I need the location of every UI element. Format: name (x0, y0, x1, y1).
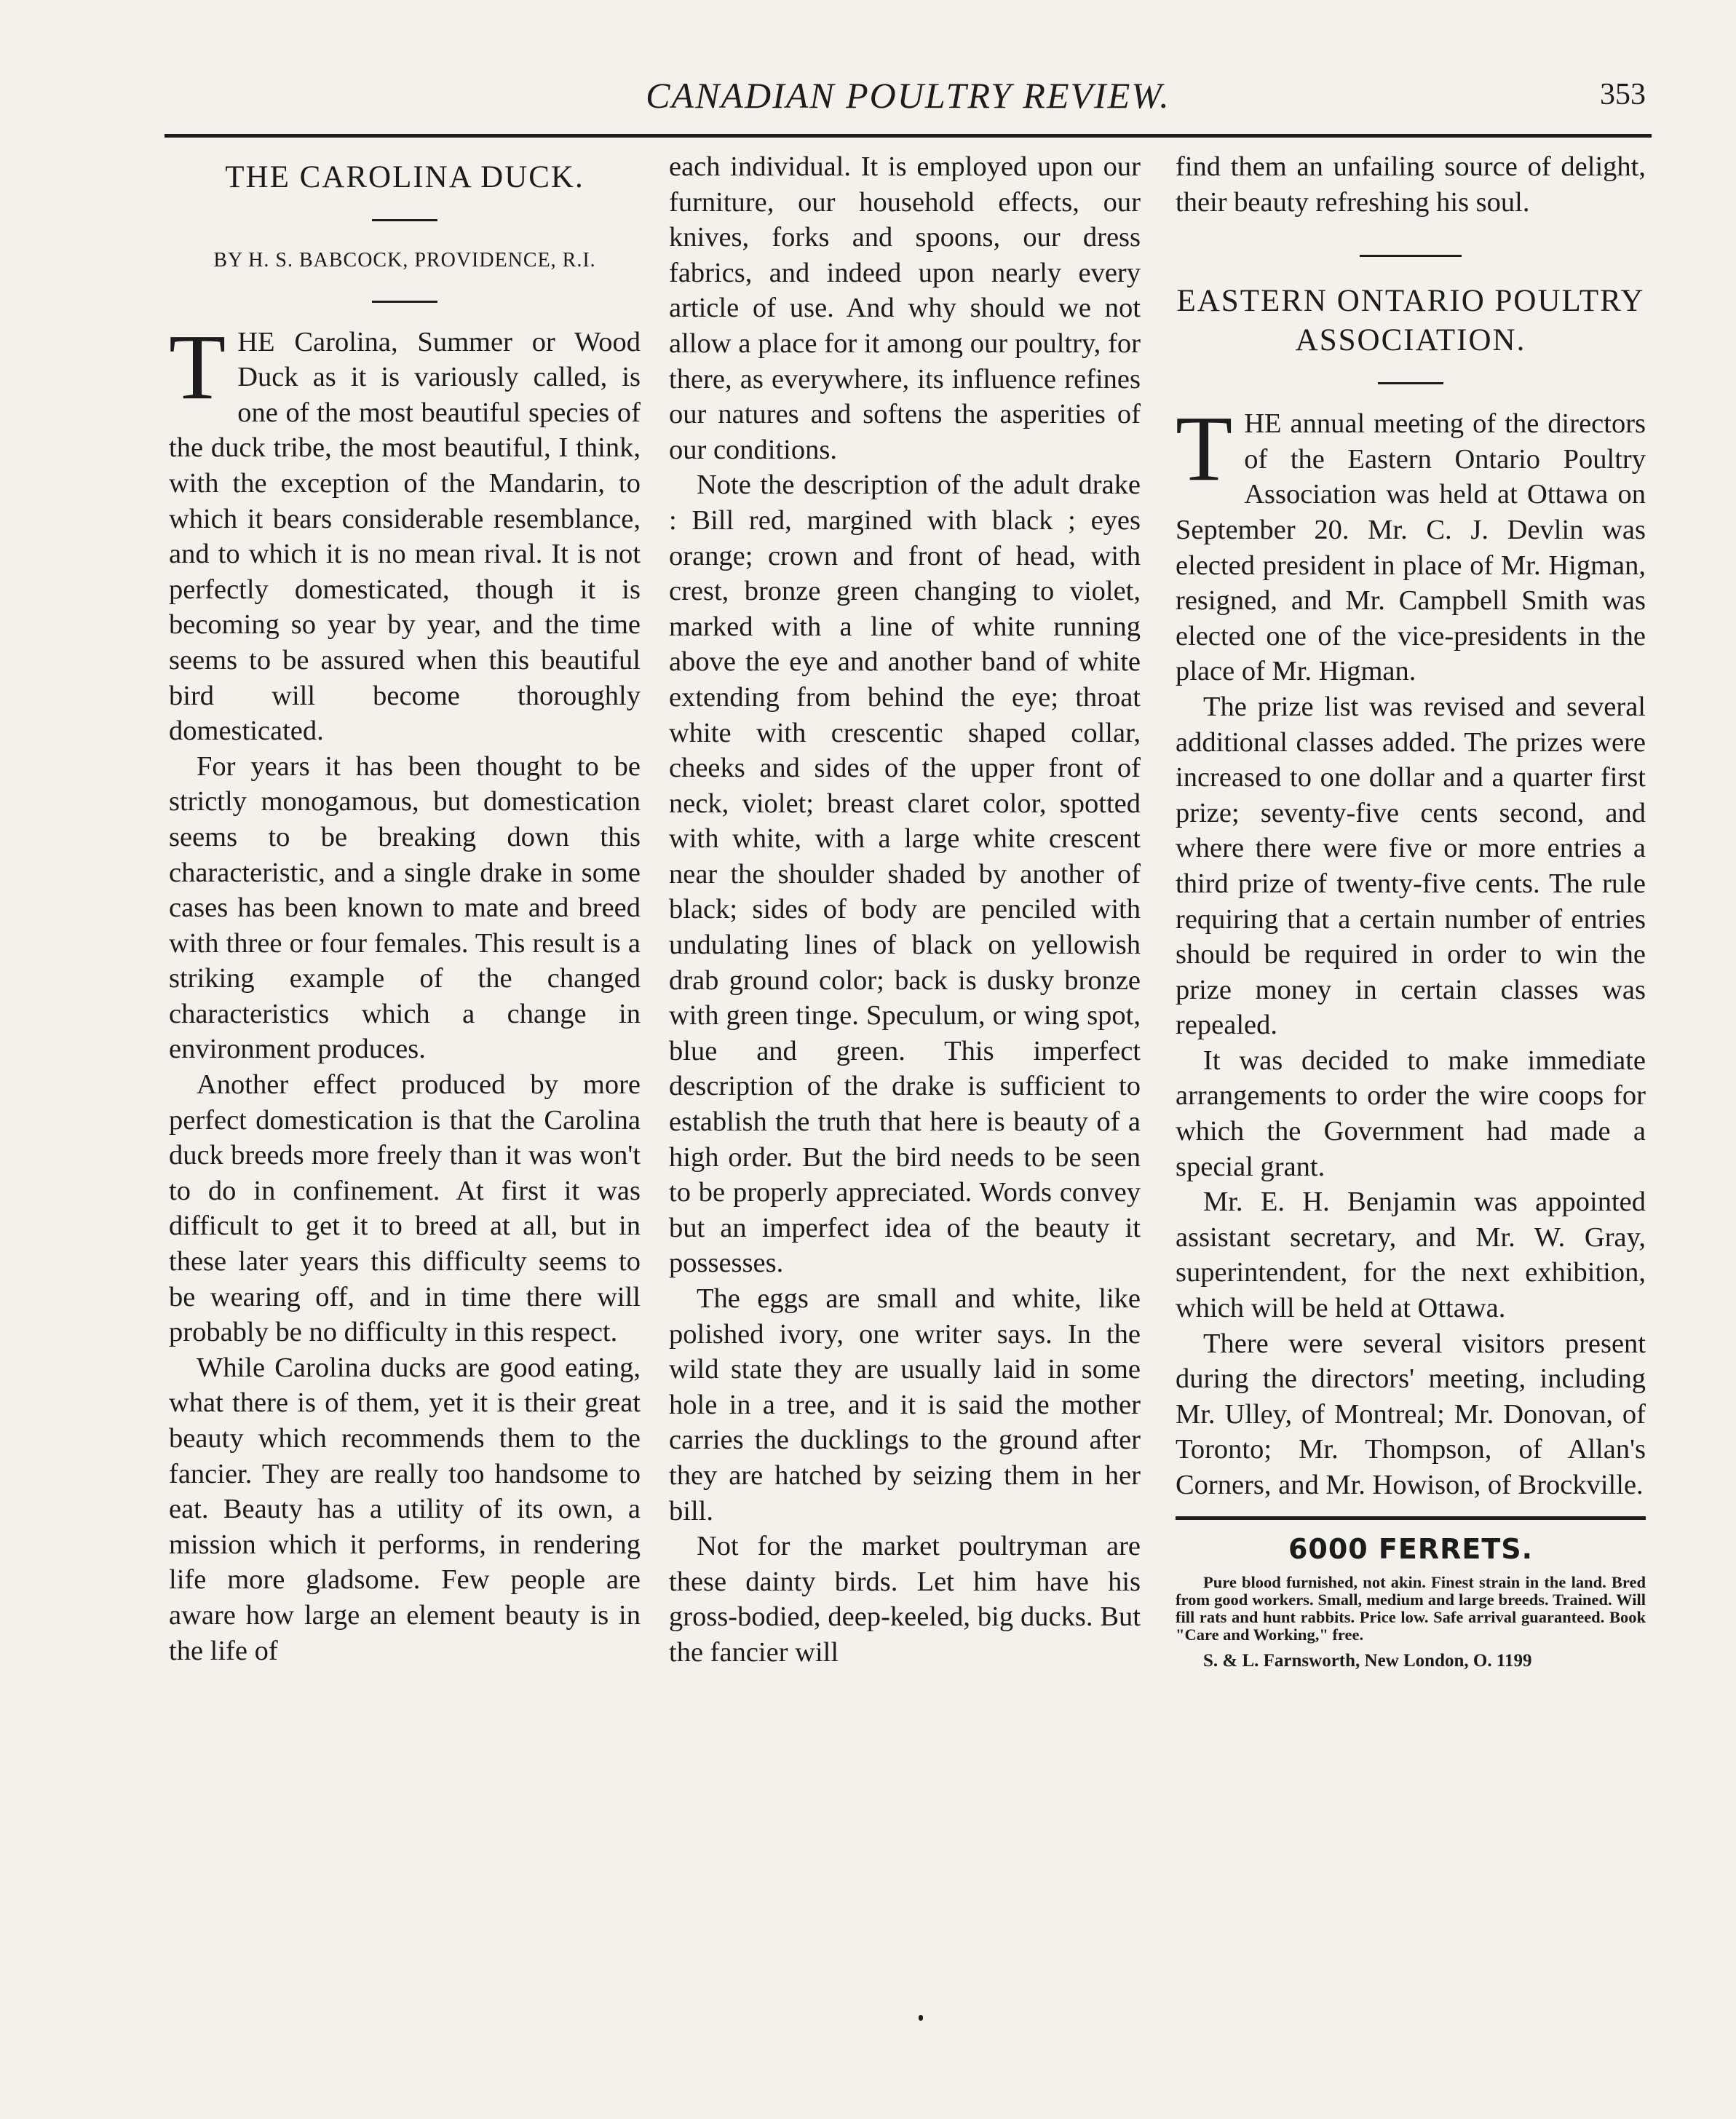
paragraph: Mr. E. H. Benjamin was appointed assistant secretary, and Mr. W. Gray, superintendent, for the next exhibition, which will be held at Ottawa. (1176, 1187, 1646, 1324)
title-rule (1378, 382, 1443, 384)
ad-footer: S. & L. Farnsworth, New London, O. 1199 (1203, 1651, 1532, 1671)
byline-rule (372, 301, 437, 303)
column-1 (169, 149, 641, 1668)
page-header (165, 67, 1652, 132)
paragraph: While Carolina ducks are good eating, what there is of them, yet it is their great beauty which recommends them to the fancier. They are really too handsome to eat. Beauty has a utility of its own, a mission which it performs, in rendering life more gladsome. Few people are aware how large an element beauty is in the life of (169, 1352, 641, 1666)
paragraph: There were several visitors present during the directors' meeting, including Mr. Ulley, of Montreal; Mr. Donovan, of Toronto; Mr. Thompson, of Allan's Corners, and Mr. Howison, of Brockville. (1176, 1328, 1646, 1500)
paragraph: Another effect produced by more perfect domestication is that the Carolina duck breeds more freely than it was won't to do in confinement. At first it was difficult to get it to breed at all, but in these later years this difficulty seems to be wearing off, and in time there will probably be no difficulty in this respect. (169, 1069, 641, 1348)
column-2 (669, 149, 1141, 1671)
paragraph: The eggs are small and white, like polished ivory, one writer says. In the wild state they are usually laid in some hole in a tree, and it is said the mother carries the ducklings to the ground after they are hatched by seizing them in her bill. (669, 1283, 1141, 1526)
header-rule (165, 134, 1652, 138)
article-title: THE CAROLINA DUCK. (225, 160, 584, 194)
page-number: 353 (1600, 78, 1646, 111)
running-title: CANADIAN POULTRY REVIEW. (646, 75, 1170, 116)
paragraph: each individual. It is employed upon our furniture, our household effects, our knives, forks and spoons, our dress fabrics, and indeed upon nearly every article of use. And why should we not allow a place for it among our poultry, for there, as everywhere, its influence refines our natures and softens the asperities of our conditions. (669, 151, 1141, 465)
drop-cap: T (1176, 397, 1233, 501)
drop-cap: T (169, 314, 226, 419)
paragraph: It was decided to make immediate arrangements to order the wire coops for which the Government had made a special grant. (1176, 1045, 1646, 1182)
title-rule (372, 219, 437, 221)
column-3 (1176, 149, 1646, 1679)
paragraph: THE annual meeting of the directors of the Eastern Ontario Poultry Association was held at Ottawa on September 20. Mr. C. J. Devlin was elected president in place of Mr. Higman, resigned, and Mr. Campbell Smith was elected one of the vice-presidents in the place of Mr. Higman. (1176, 397, 1646, 687)
paragraph: For years it has been thought to be strictly monogamous, but domestication seems to be breaking down this characteristic, and a single drake in some cases has been known to mate and breed with three or four females. This result is a striking example of the changed characteristics which a change in environment produces. (169, 750, 641, 1065)
article-byline: BY H. S. BABCOCK, PROVIDENCE, R.I. (213, 249, 596, 272)
section-rule (1360, 255, 1462, 257)
article-title: EASTERN ONTARIO POULTRY ASSOCIATION. (1176, 284, 1645, 358)
paragraph: The prize list was revised and several additional classes added. The prizes were increased to one dollar and a quarter first prize; seventy-five cents second, and where there were five or more entries a third prize of twenty-five cents. The rule requiring that a certain number of entries should be required in order to win the prize money in certain classes was repealed. (1176, 691, 1646, 1041)
paragraph: THE Carolina, Summer or Wood Duck as it is variously called, is one of the most beautiful species of the duck tribe, the most beautiful, I think, with the exception of the Mandarin, to which it bears considerable resemblance, and to which it is no mean rival. It is not perfectly domesticated, though it is becoming so year by year, and the time seems to be assured when this beautiful bird will become thoroughly domesticated. (169, 314, 641, 747)
paragraph: Note the description of the adult drake : Bill red, margined with black ; eyes orange; crown and front of head, with crest, bronze green changing to violet, marked with a line of white running above the eye and another band of white extending from behind the eye; throat white with crescentic shaped collar, cheeks and sides of the upper front of neck, violet; breast claret color, spotted with white, with a large white crescent near the shoulder shaded by another of black; sides of body are penciled with undulating lines of black on yellowish drab ground color; back is dusky bronze with green tinge. Speculum, or wing spot, blue and green. This imperfect description of the drake is sufficient to establish the truth that here is beauty of a high order. But the bird needs to be seen to be properly appreciated. Words convey but an imperfect idea of the beauty it possesses. (669, 470, 1141, 1279)
ad-body: Pure blood furnished, not akin. Finest strain in the land. Bred from good workers. Small, medium and large breeds. Trained. Will fill rats and hunt rabbits. Price low. Safe arrival guaranteed. Book "Care and Working," free. (1176, 1573, 1646, 1644)
advertisement (1176, 1516, 1646, 1679)
paragraph: find them an unfailing source of delight, their beauty refreshing his soul. (1176, 151, 1646, 218)
print-mark (919, 2015, 923, 2021)
paragraph: Not for the market poultryman are these dainty birds. Let him have his gross-bodied, deep-keeled, big ducks. But the fancier will (669, 1531, 1141, 1668)
ad-title: 6000 FERRETS. (1288, 1532, 1534, 1565)
